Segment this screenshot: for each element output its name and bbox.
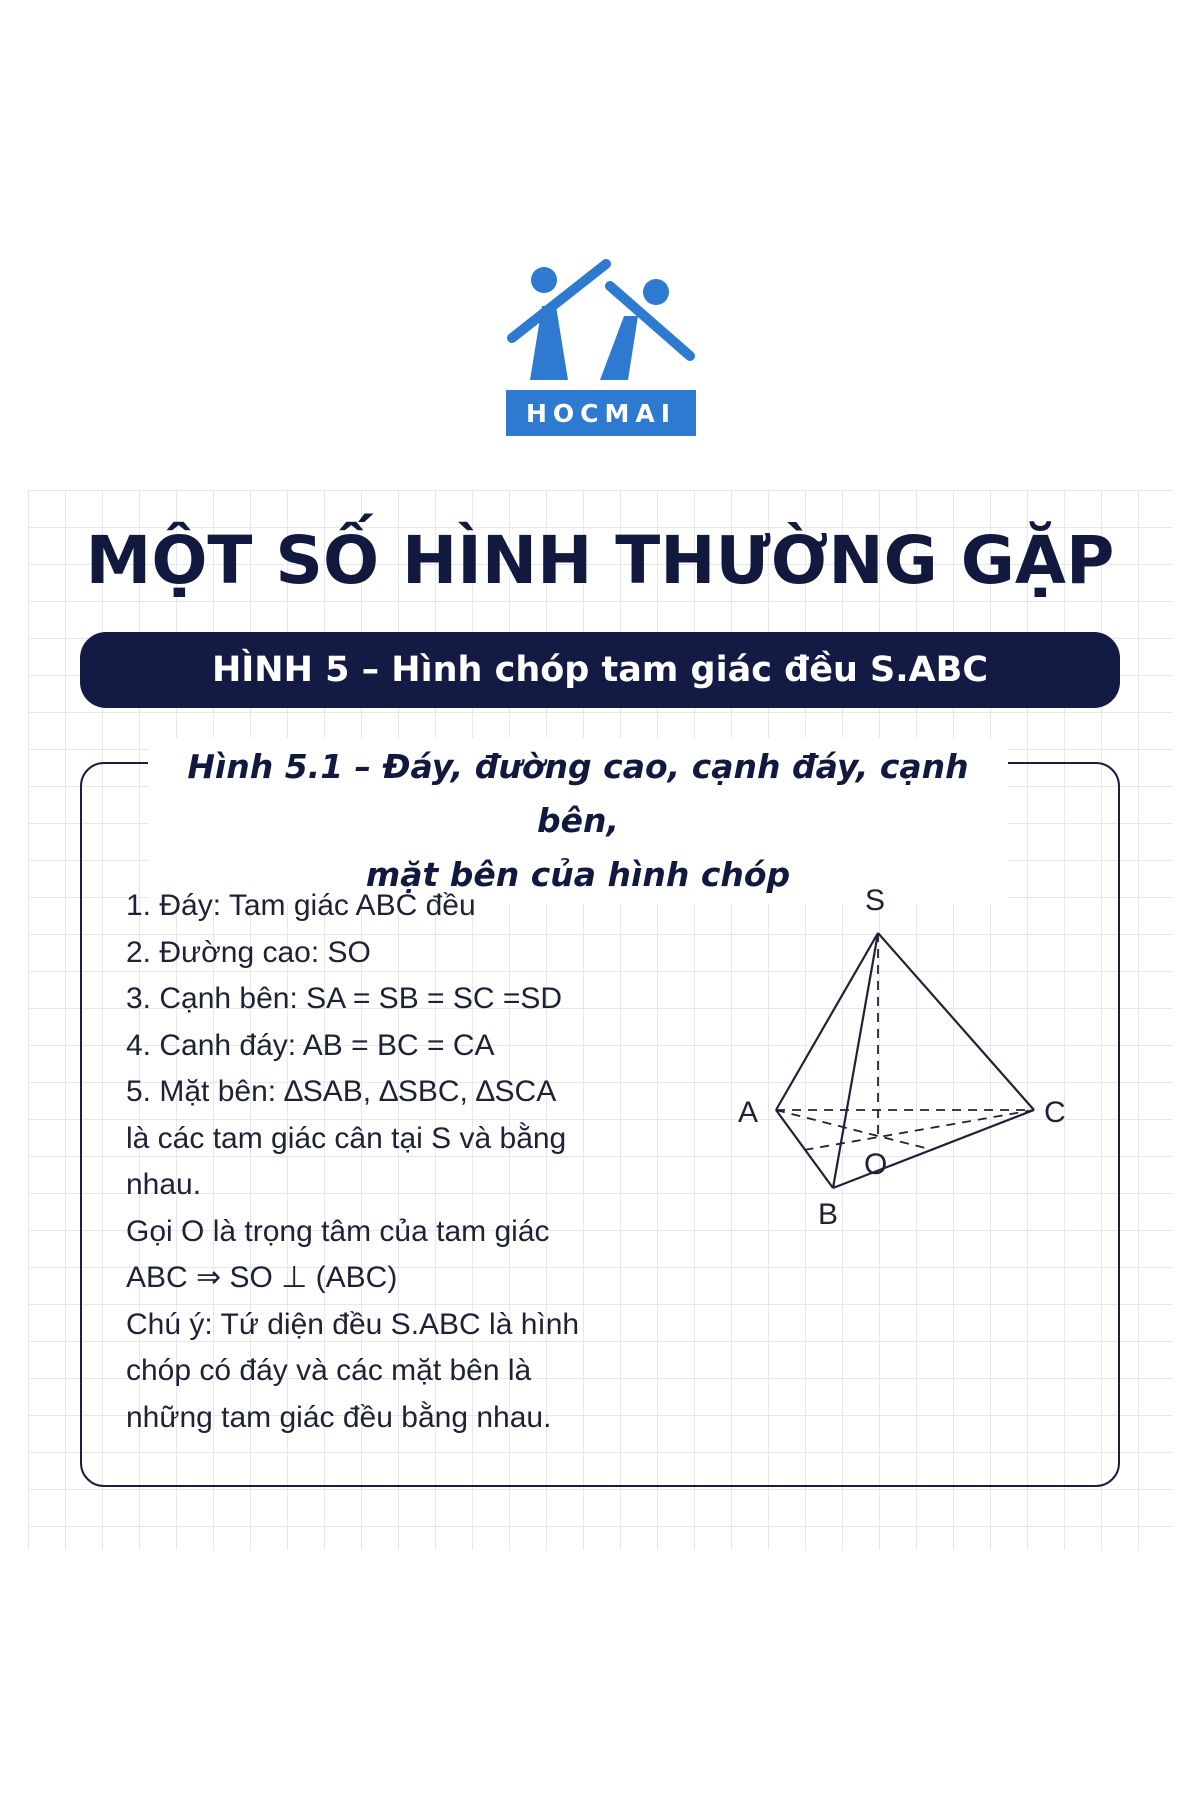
- section-banner: [80, 632, 1120, 708]
- pyramid-figure: [728, 880, 1068, 1260]
- content-line: 3. Cạnh bên: SA = SB = SC =SD: [126, 982, 563, 1015]
- content-line: những tam giác đều bằng nhau.: [126, 1400, 552, 1434]
- content-line: ABC ⇒ SO ⊥ (ABC): [126, 1261, 398, 1294]
- vertex-label-s: S: [865, 884, 886, 917]
- hocmai-logo: [506, 258, 696, 436]
- edge-sc: [878, 933, 1034, 1110]
- vertex-label-a: A: [738, 1096, 759, 1129]
- vertex-label-c: C: [1044, 1096, 1066, 1129]
- logo-text: HOCMAI: [525, 399, 677, 428]
- subtitle-line-1: Hình 5.1 – Đáy, đường cao, cạnh đáy, cạnh bên,: [187, 747, 969, 840]
- content-line: 5. Mặt bên: ∆SAB, ∆SBC, ∆SCA: [126, 1075, 557, 1108]
- vertex-label-b: B: [818, 1198, 839, 1231]
- content-line: chóp có đáy và các mặt bên là: [126, 1354, 532, 1387]
- content-line: 1. Đáy: Tam giác ABC đều: [126, 889, 476, 922]
- content-line: 4. Canh đáy: AB = BC = CA: [126, 1028, 495, 1062]
- median-c: [804, 1110, 1034, 1150]
- vertex-label-o: O: [864, 1148, 888, 1181]
- page-title: MỘT SỐ HÌNH THƯỜNG GẶP: [85, 522, 1115, 599]
- content-line: Chú ý: Tứ diện đều S.ABC là hình: [126, 1307, 580, 1341]
- section-label: HÌNH 5 – Hình chóp tam giác đều S.ABC: [211, 650, 988, 690]
- subtitle-line-2: mặt bên của hình chóp: [365, 855, 791, 894]
- content-text: [126, 883, 706, 1441]
- content-line: là các tam giác cân tại S và bằng: [126, 1121, 567, 1155]
- content-line: Gọi O là trọng tâm của tam giác: [126, 1214, 550, 1248]
- content-line: nhau.: [126, 1168, 202, 1201]
- content-line: 2. Đường cao: SO: [126, 935, 371, 969]
